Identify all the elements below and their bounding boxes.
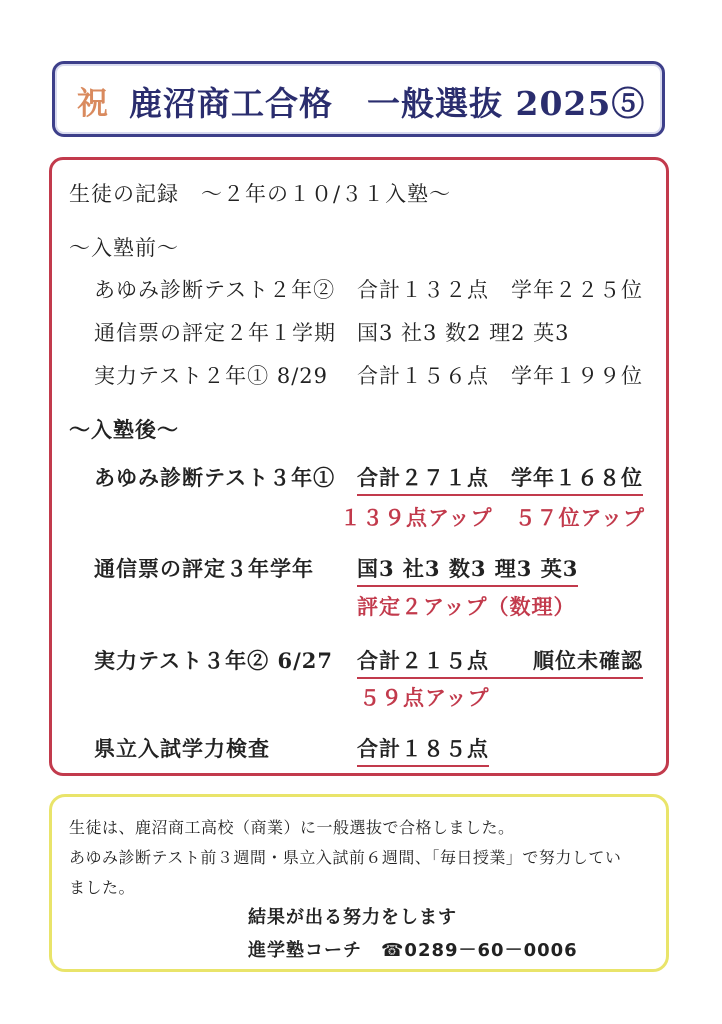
after-row-result: 合計２７１点 学年１６８位 xyxy=(357,462,643,496)
page-title: 鹿沼商工合格 一般選抜 2025⑤ xyxy=(129,84,646,123)
after-row-note: １３９点アップ ５７位アップ xyxy=(340,505,646,530)
after-row-name: あゆみ診断テスト３年① xyxy=(94,465,336,490)
before-row-name: あゆみ診断テスト２年② xyxy=(94,278,336,302)
contact-info: 進学塾コーチ ☎0289－60－0006 xyxy=(248,940,578,961)
before-row-name: 実力テスト２年① 8/29 xyxy=(94,364,328,388)
after-row-result: 合計２１５点 順位未確認 xyxy=(357,645,643,679)
after-row-name: 通信票の評定３年学年 xyxy=(94,556,314,581)
before-label: ～入塾前～ xyxy=(69,236,179,260)
celebrate-mark: 祝 xyxy=(77,86,108,122)
before-row-result: 合計１３２点 学年２２５位 xyxy=(357,278,643,302)
before-row-result: 合計１５６点 学年１９９位 xyxy=(357,364,643,388)
before-row-result: 国3 社3 数2 理2 英3 xyxy=(357,321,570,345)
after-row-result: 国3 社3 数3 理3 英3 xyxy=(357,553,578,587)
after-row-name: 実力テスト３年② 6/27 xyxy=(94,648,333,673)
after-row-result: 合計１８５点 xyxy=(357,733,489,767)
after-row-name: 県立入試学力検査 xyxy=(94,736,270,761)
summary-box xyxy=(49,794,669,972)
slogan: 結果が出る努力をします xyxy=(248,907,457,928)
summary-line: 生徒は、鹿沼商工高校（商業）に一般選抜で合格しました。 xyxy=(69,818,515,837)
summary-line: ました。 xyxy=(69,878,136,897)
after-label: ～入塾後～ xyxy=(69,417,179,442)
student-record-box xyxy=(49,157,669,776)
before-row-name: 通信票の評定２年１学期 xyxy=(94,321,336,345)
summary-line: あゆみ診断テスト前３週間・県立入試前６週間、「毎日授業」で努力してい xyxy=(69,848,622,867)
after-row-note: 評定２アップ（数理） xyxy=(357,594,576,619)
title-row xyxy=(77,78,646,125)
record-heading: 生徒の記録 ～２年の１０/３１入塾～ xyxy=(69,182,452,206)
title-banner xyxy=(52,61,665,137)
after-row-note: ５９点アップ xyxy=(359,685,490,710)
